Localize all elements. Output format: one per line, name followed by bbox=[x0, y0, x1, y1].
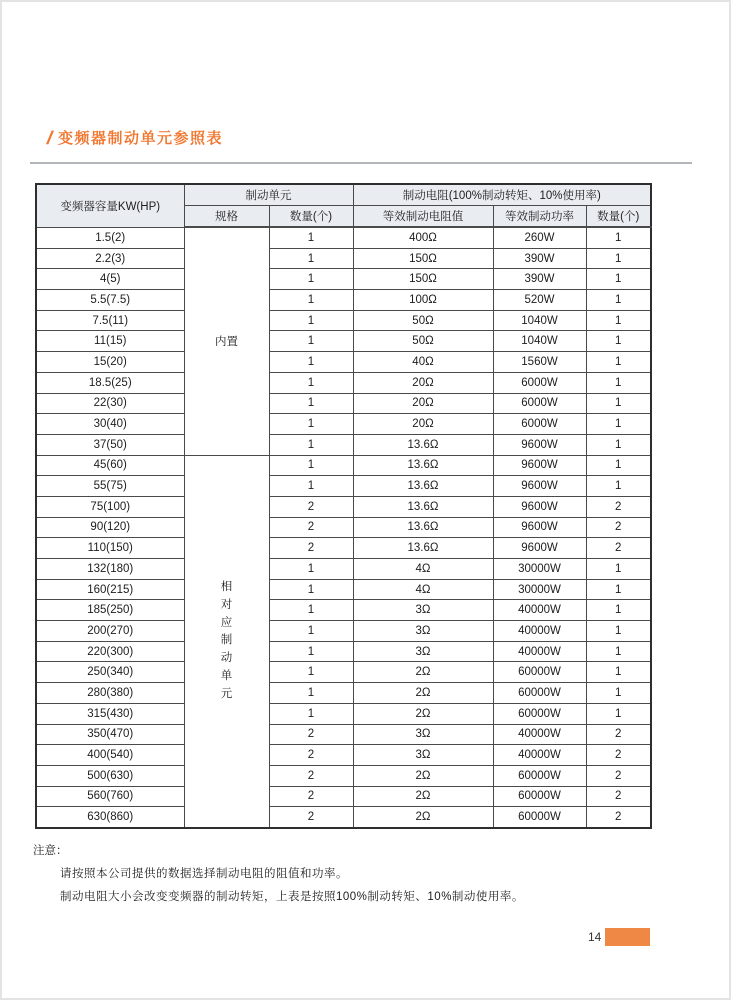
capacity-cell: 75(100) bbox=[36, 496, 184, 517]
power-cell: 9600W bbox=[493, 538, 586, 559]
unit-qty-cell: 2 bbox=[269, 765, 353, 786]
unit-qty-cell: 2 bbox=[269, 745, 353, 766]
power-cell: 6000W bbox=[493, 372, 586, 393]
unit-qty-cell: 2 bbox=[269, 496, 353, 517]
power-cell: 6000W bbox=[493, 414, 586, 435]
capacity-cell: 18.5(25) bbox=[36, 372, 184, 393]
unit-qty-cell: 2 bbox=[269, 538, 353, 559]
capacity-cell: 350(470) bbox=[36, 724, 184, 745]
unit-qty-cell: 1 bbox=[269, 683, 353, 704]
unit-qty-cell: 1 bbox=[269, 455, 353, 476]
table-row bbox=[36, 745, 651, 766]
capacity-cell: 110(150) bbox=[36, 538, 184, 559]
title-divider bbox=[30, 162, 692, 164]
capacity-cell: 630(860) bbox=[36, 807, 184, 828]
power-cell: 9600W bbox=[493, 476, 586, 497]
power-cell: 60000W bbox=[493, 703, 586, 724]
power-cell: 390W bbox=[493, 248, 586, 269]
resistance-cell: 3Ω bbox=[353, 724, 493, 745]
table-row bbox=[36, 476, 651, 497]
note-line: 制动电阻大小会改变变频器的制动转矩，上表是按照100%制动转矩、10%制动使用率。 bbox=[60, 891, 524, 903]
resistor-qty-cell: 1 bbox=[586, 331, 651, 352]
resistor-qty-cell: 1 bbox=[586, 559, 651, 580]
resistance-cell: 2Ω bbox=[353, 786, 493, 807]
capacity-cell: 400(540) bbox=[36, 745, 184, 766]
footer-accent-bar bbox=[605, 928, 650, 946]
power-cell: 40000W bbox=[493, 724, 586, 745]
table-row bbox=[36, 414, 651, 435]
table-row bbox=[36, 290, 651, 311]
resistor-qty-cell: 2 bbox=[586, 765, 651, 786]
table-row bbox=[36, 269, 651, 290]
capacity-cell: 132(180) bbox=[36, 559, 184, 580]
page-footer bbox=[588, 928, 650, 946]
power-cell: 1040W bbox=[493, 310, 586, 331]
capacity-cell: 90(120) bbox=[36, 517, 184, 538]
table-row bbox=[36, 621, 651, 642]
section-title-row bbox=[47, 127, 223, 148]
power-cell: 60000W bbox=[493, 662, 586, 683]
resistance-cell: 4Ω bbox=[353, 579, 493, 600]
power-cell: 30000W bbox=[493, 579, 586, 600]
col-header-resistor-qty: 数量(个) bbox=[586, 206, 651, 228]
unit-qty-cell: 1 bbox=[269, 434, 353, 455]
resistance-cell: 50Ω bbox=[353, 310, 493, 331]
resistor-qty-cell: 1 bbox=[586, 476, 651, 497]
table-row bbox=[36, 393, 651, 414]
resistance-cell: 13.6Ω bbox=[353, 496, 493, 517]
resistor-qty-cell: 1 bbox=[586, 248, 651, 269]
resistor-qty-cell: 2 bbox=[586, 724, 651, 745]
unit-qty-cell: 1 bbox=[269, 600, 353, 621]
power-cell: 390W bbox=[493, 269, 586, 290]
resistor-qty-cell: 1 bbox=[586, 269, 651, 290]
power-cell: 40000W bbox=[493, 641, 586, 662]
col-header-unit-qty: 数量(个) bbox=[269, 206, 353, 228]
table-row bbox=[36, 538, 651, 559]
resistance-cell: 13.6Ω bbox=[353, 538, 493, 559]
unit-qty-cell: 1 bbox=[269, 248, 353, 269]
brake-unit-table-wrap bbox=[35, 183, 652, 829]
unit-qty-cell: 1 bbox=[269, 352, 353, 373]
power-cell: 9600W bbox=[493, 455, 586, 476]
resistor-qty-cell: 1 bbox=[586, 434, 651, 455]
table-row bbox=[36, 372, 651, 393]
unit-qty-cell: 1 bbox=[269, 579, 353, 600]
resistor-qty-cell: 2 bbox=[586, 538, 651, 559]
capacity-cell: 15(20) bbox=[36, 352, 184, 373]
resistance-cell: 13.6Ω bbox=[353, 476, 493, 497]
capacity-cell: 280(380) bbox=[36, 683, 184, 704]
resistance-cell: 20Ω bbox=[353, 414, 493, 435]
table-row bbox=[36, 600, 651, 621]
resistor-qty-cell: 2 bbox=[586, 786, 651, 807]
table-row bbox=[36, 434, 651, 455]
resistance-cell: 4Ω bbox=[353, 559, 493, 580]
resistor-qty-cell: 1 bbox=[586, 662, 651, 683]
spec-cell bbox=[184, 455, 269, 828]
power-cell: 40000W bbox=[493, 600, 586, 621]
col-header-capacity: 变频器容量KW(HP) bbox=[36, 184, 184, 227]
unit-qty-cell: 1 bbox=[269, 393, 353, 414]
capacity-cell: 200(270) bbox=[36, 621, 184, 642]
col-header-brake-unit-group: 制动单元 bbox=[184, 184, 353, 206]
resistance-cell: 150Ω bbox=[353, 248, 493, 269]
capacity-cell: 185(250) bbox=[36, 600, 184, 621]
capacity-cell: 1.5(2) bbox=[36, 227, 184, 248]
table-row bbox=[36, 517, 651, 538]
table-row bbox=[36, 496, 651, 517]
resistance-cell: 40Ω bbox=[353, 352, 493, 373]
table-header bbox=[36, 184, 651, 227]
capacity-cell: 22(30) bbox=[36, 393, 184, 414]
resistor-qty-cell: 2 bbox=[586, 745, 651, 766]
resistor-qty-cell: 2 bbox=[586, 496, 651, 517]
col-header-brake-resistor-group: 制动电阻(100%制动转矩、10%使用率) bbox=[353, 184, 651, 206]
power-cell: 520W bbox=[493, 290, 586, 311]
resistance-cell: 13.6Ω bbox=[353, 517, 493, 538]
page-title: 变频器制动单元参照表 bbox=[58, 130, 224, 147]
capacity-cell: 315(430) bbox=[36, 703, 184, 724]
resistor-qty-cell: 1 bbox=[586, 600, 651, 621]
capacity-cell: 250(340) bbox=[36, 662, 184, 683]
resistor-qty-cell: 1 bbox=[586, 621, 651, 642]
unit-qty-cell: 1 bbox=[269, 227, 353, 248]
capacity-cell: 160(215) bbox=[36, 579, 184, 600]
header-row-1 bbox=[36, 184, 651, 206]
resistor-qty-cell: 1 bbox=[586, 641, 651, 662]
table-row bbox=[36, 579, 651, 600]
table-row bbox=[36, 703, 651, 724]
unit-qty-cell: 1 bbox=[269, 414, 353, 435]
capacity-cell: 220(300) bbox=[36, 641, 184, 662]
resistance-cell: 50Ω bbox=[353, 331, 493, 352]
unit-qty-cell: 2 bbox=[269, 724, 353, 745]
capacity-cell: 4(5) bbox=[36, 269, 184, 290]
unit-qty-cell: 1 bbox=[269, 372, 353, 393]
table-row bbox=[36, 641, 651, 662]
resistor-qty-cell: 1 bbox=[586, 683, 651, 704]
table-row bbox=[36, 248, 651, 269]
power-cell: 9600W bbox=[493, 434, 586, 455]
col-header-resistance: 等效制动电阻值 bbox=[353, 206, 493, 228]
resistor-qty-cell: 1 bbox=[586, 455, 651, 476]
table-row bbox=[36, 559, 651, 580]
power-cell: 60000W bbox=[493, 683, 586, 704]
power-cell: 9600W bbox=[493, 496, 586, 517]
resistance-cell: 13.6Ω bbox=[353, 434, 493, 455]
power-cell: 60000W bbox=[493, 786, 586, 807]
power-cell: 1040W bbox=[493, 331, 586, 352]
unit-qty-cell: 1 bbox=[269, 641, 353, 662]
capacity-cell: 30(40) bbox=[36, 414, 184, 435]
unit-qty-cell: 1 bbox=[269, 703, 353, 724]
unit-qty-cell: 1 bbox=[269, 476, 353, 497]
power-cell: 40000W bbox=[493, 745, 586, 766]
capacity-cell: 7.5(11) bbox=[36, 310, 184, 331]
unit-qty-cell: 1 bbox=[269, 621, 353, 642]
resistance-cell: 20Ω bbox=[353, 372, 493, 393]
resistance-cell: 2Ω bbox=[353, 765, 493, 786]
unit-qty-cell: 2 bbox=[269, 807, 353, 828]
resistor-qty-cell: 1 bbox=[586, 290, 651, 311]
power-cell: 60000W bbox=[493, 765, 586, 786]
power-cell: 40000W bbox=[493, 621, 586, 642]
capacity-cell: 55(75) bbox=[36, 476, 184, 497]
capacity-cell: 37(50) bbox=[36, 434, 184, 455]
table-row bbox=[36, 786, 651, 807]
unit-qty-cell: 1 bbox=[269, 290, 353, 311]
resistor-qty-cell: 1 bbox=[586, 310, 651, 331]
table-row bbox=[36, 807, 651, 828]
unit-qty-cell: 1 bbox=[269, 559, 353, 580]
title-slash-icon: / bbox=[46, 127, 53, 148]
capacity-cell: 2.2(3) bbox=[36, 248, 184, 269]
capacity-cell: 5.5(7.5) bbox=[36, 290, 184, 311]
power-cell: 60000W bbox=[493, 807, 586, 828]
resistor-qty-cell: 2 bbox=[586, 517, 651, 538]
table-row bbox=[36, 331, 651, 352]
power-cell: 9600W bbox=[493, 517, 586, 538]
unit-qty-cell: 2 bbox=[269, 517, 353, 538]
resistance-cell: 20Ω bbox=[353, 393, 493, 414]
resistor-qty-cell: 1 bbox=[586, 414, 651, 435]
notes-section bbox=[33, 842, 524, 911]
table-body bbox=[36, 227, 651, 828]
unit-qty-cell: 1 bbox=[269, 662, 353, 683]
resistor-qty-cell: 2 bbox=[586, 807, 651, 828]
table-row bbox=[36, 765, 651, 786]
resistance-cell: 3Ω bbox=[353, 600, 493, 621]
resistor-qty-cell: 1 bbox=[586, 372, 651, 393]
page-number: 14 bbox=[588, 930, 602, 944]
resistor-qty-cell: 1 bbox=[586, 352, 651, 373]
capacity-cell: 11(15) bbox=[36, 331, 184, 352]
resistor-qty-cell: 1 bbox=[586, 227, 651, 248]
table-row bbox=[36, 662, 651, 683]
power-cell: 1560W bbox=[493, 352, 586, 373]
resistor-qty-cell: 1 bbox=[586, 579, 651, 600]
notes-title: 注意： bbox=[33, 845, 68, 857]
resistor-qty-cell: 1 bbox=[586, 393, 651, 414]
resistance-cell: 3Ω bbox=[353, 641, 493, 662]
col-header-spec: 规格 bbox=[184, 206, 269, 228]
table-row bbox=[36, 683, 651, 704]
brake-unit-table bbox=[35, 183, 652, 829]
resistance-cell: 2Ω bbox=[353, 662, 493, 683]
resistance-cell: 3Ω bbox=[353, 621, 493, 642]
table-row bbox=[36, 310, 651, 331]
unit-qty-cell: 1 bbox=[269, 331, 353, 352]
resistance-cell: 2Ω bbox=[353, 807, 493, 828]
note-line: 请按照本公司提供的数据选择制动电阻的阻值和功率。 bbox=[60, 868, 348, 880]
resistance-cell: 2Ω bbox=[353, 703, 493, 724]
spec-cell: 内置 bbox=[184, 227, 269, 455]
unit-qty-cell: 1 bbox=[269, 310, 353, 331]
col-header-power: 等效制动功率 bbox=[493, 206, 586, 228]
table-row bbox=[36, 455, 651, 476]
unit-qty-cell: 1 bbox=[269, 269, 353, 290]
resistance-cell: 100Ω bbox=[353, 290, 493, 311]
power-cell: 260W bbox=[493, 227, 586, 248]
resistance-cell: 2Ω bbox=[353, 683, 493, 704]
resistor-qty-cell: 1 bbox=[586, 703, 651, 724]
resistance-cell: 400Ω bbox=[353, 227, 493, 248]
spec-vertical-label: 相对应制动单元 bbox=[220, 580, 233, 700]
power-cell: 6000W bbox=[493, 393, 586, 414]
capacity-cell: 45(60) bbox=[36, 455, 184, 476]
table-row bbox=[36, 352, 651, 373]
capacity-cell: 560(760) bbox=[36, 786, 184, 807]
table-row bbox=[36, 724, 651, 745]
resistance-cell: 3Ω bbox=[353, 745, 493, 766]
capacity-cell: 500(630) bbox=[36, 765, 184, 786]
resistance-cell: 13.6Ω bbox=[353, 455, 493, 476]
table-row bbox=[36, 227, 651, 248]
power-cell: 30000W bbox=[493, 559, 586, 580]
unit-qty-cell: 2 bbox=[269, 786, 353, 807]
resistance-cell: 150Ω bbox=[353, 269, 493, 290]
